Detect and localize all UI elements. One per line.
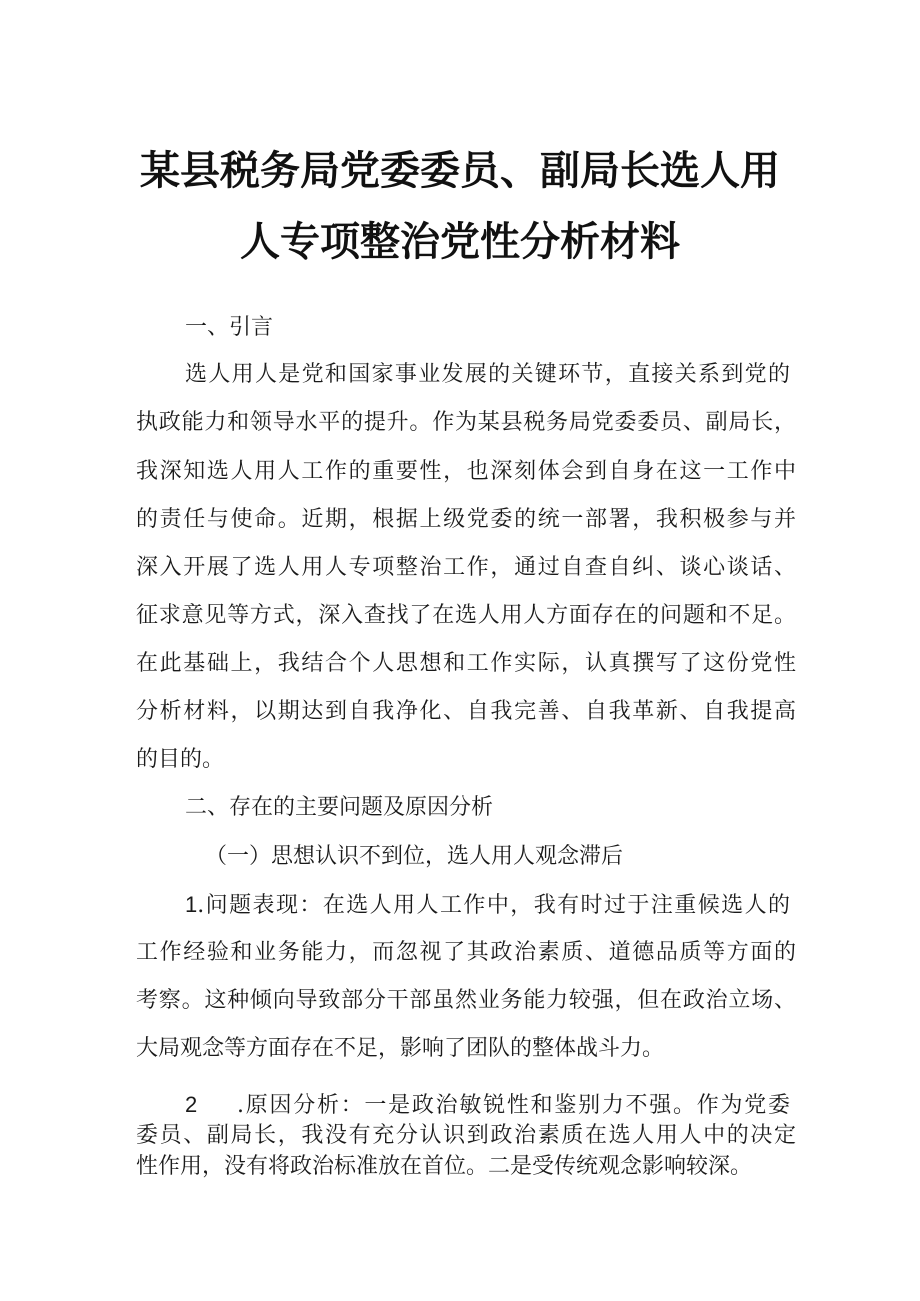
paragraph-line: 执政能力和领导水平的提升。作为某县税务局党委委员、副局长，: [136, 410, 796, 435]
subsection-1-heading: （一）思想认识不到位，选人用人观念滞后: [205, 844, 624, 869]
item-2-number: 2: [185, 1092, 198, 1117]
document-title-line-2: 人专项整治党性分析材料: [240, 219, 680, 265]
paragraph-line: 我深知选人用人工作的重要性，也深刻体会到自身在这一工作中: [136, 459, 796, 484]
paragraph-line: 在此基础上，我结合个人思想和工作实际，认真撰写了这份党性: [136, 651, 796, 676]
paragraph-line: 委员、副局长，我没有充分认识到政治素质在选人用人中的决定: [136, 1123, 796, 1148]
section-1-heading: 一、引言: [185, 315, 274, 340]
paragraph-line: 征求意见等方式，深入查找了在选人用人方面存在的问题和不足。: [136, 603, 796, 628]
paragraph-line: 分析材料，以期达到自我净化、自我完善、自我革新、自我提高: [136, 699, 796, 724]
paragraph-line: 性作用，没有将政治标准放在首位。二是受传统观念影响较深。: [136, 1154, 753, 1179]
paragraph-line: 的目的。: [136, 747, 225, 772]
paragraph-line: 大局观念等方面存在不足，影响了团队的整体战斗力。: [136, 1036, 665, 1061]
paragraph-line: 的责任与使命。近期，根据上级党委的统一部署，我积极参与并: [136, 507, 796, 532]
item-1-number: 1: [185, 892, 198, 917]
paragraph-line: 工作经验和业务能力，而忽视了其政治素质、道德品质等方面的: [136, 940, 796, 965]
item-2-text: .原因分析：一是政治敏锐性和鉴别力不强。作为党委: [237, 1093, 790, 1118]
item-1-first-line: [185, 890, 790, 921]
item-1-text: .问题表现：在选人用人工作中，我有时过于注重候选人的: [197, 893, 790, 918]
paragraph-line: 考察。这种倾向导致部分干部虽然业务能力较强，但在政治立场、: [136, 988, 796, 1013]
document-title-line-1: 某县税务局党委委员、副局长选人用: [140, 148, 780, 194]
paragraph-line: 深入开展了选人用人专项整治工作，通过自查自纠、谈心谈话、: [136, 555, 796, 580]
item-2-first-line: [185, 1090, 790, 1121]
paragraph-line: 选人用人是党和国家事业发展的关键环节，直接关系到党的: [185, 362, 790, 387]
section-2-heading: 二、存在的主要问题及原因分析: [185, 795, 494, 820]
